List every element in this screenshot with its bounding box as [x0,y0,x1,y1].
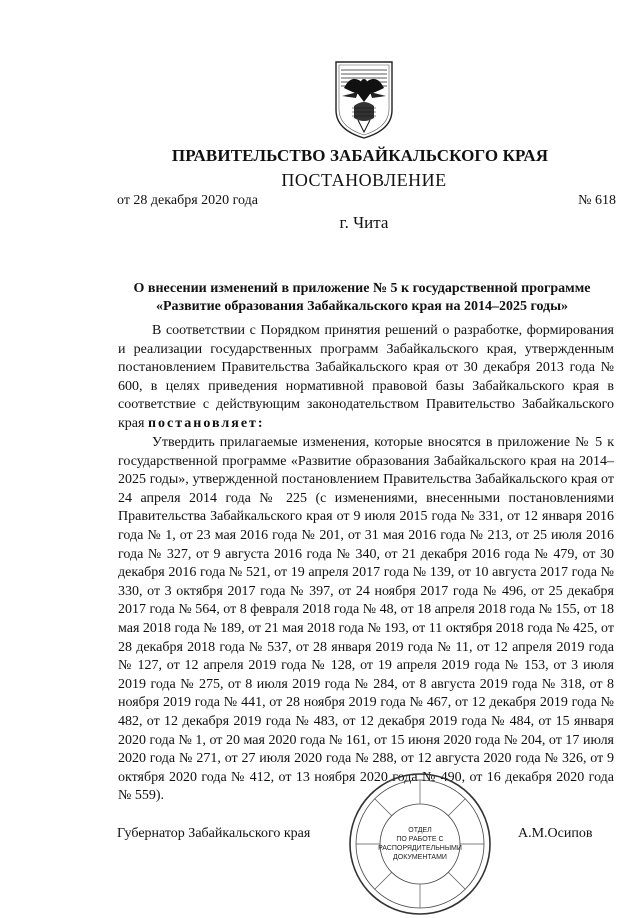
document-date: от 28 декабря 2020 года [117,193,258,208]
city: г. Чита [339,213,389,232]
stamp-line-2: ПО РАБОТЕ С [396,836,444,843]
stamp-line-1: ОТДЕЛ [408,827,432,834]
resolution-keyword: постановляет: [147,415,265,431]
document-number: № 618 [578,193,616,208]
preamble-text: В соответствии с Порядком принятия решений о разработке, формирования и реализации государственных программ Забайкальского края, утвержденным постановлением Правительства Забайкальского края от 30 декабря 2013 года № 600, в целях приведения нормативной правовой базы Забайкальского края в соответствие с действующим законодательством Правительство Забайкальского края [118,323,614,431]
document-subject [104,280,620,316]
official-seal-stamp [346,770,494,918]
signatory-position: Губернатор Забайкальского края [117,826,311,841]
preamble-paragraph [118,322,614,434]
stamp-line-3: РАСПОРЯДИТЕЛЬНЫМИ [378,845,462,852]
resolution-paragraph: Утвердить прилагаемые изменения, которые вносятся в приложение № 5 к государственной программе «Развитие образования Забайкальского края на 2014–2025 годы», утвержденной постановлением Правительства Забайкальского края от 24 апреля 2014 года № 225 (с изменениями, внесенными постановлениями Правительства Забайкальского края от 9 июля 2015 года № 331, от 12 января 2016 года № 1, от 23 мая 2016 года № 201, от 31 мая 2016 года № 213, от 25 июля 2016 года № 327, от 9 августа 2016 года № 340, от 21 декабря 2016 года № 479, от 30 декабря 2016 года № 521, от 19 апреля 2017 года № 139, от 10 августа 2017 года № 330, от 3 октября 2017 года № 397, от 24 ноября 2017 года № 496, от 25 декабря 2017 года № 564, от 8 февраля 2018 года № 48, от 18 апреля 2018 года № 155, от 18 мая 2018 года № 189, от 21 мая 2018 года № 193, от 11 октября 2018 года № 425, от 28 декабря 2018 года № 537, от 28 января 2019 года № 11, от 12 апреля 2019 года № 127, от 12 апреля 2019 года № 128, от 19 апреля 2019 года № 153, от 3 июля 2019 года № 275, от 8 июля 2019 года № 284, от 8 августа 2019 года № 318, от 8 ноября 2019 года № 441, от 28 ноября 2019 года № 467, от 12 декабря 2019 года № 482, от 12 декабря 2019 года № 483, от 12 декабря 2019 года № 484, от 15 января 2020 года № 1, от 20 мая 2020 года № 161, от 15 июня 2020 года № 204, от 17 июля 2020 года № 271, от 27 июля 2020 года № 288, от 12 августа 2020 года № 326, от 9 октября 2020 года № 412, от 13 ноября 2020 года № 490, от 16 декабря 2020 года № 559). [118,435,614,804]
signatory-name: А.М.Осипов [518,826,593,841]
stamp-line-4: ДОКУМЕНТАМИ [393,854,447,861]
government-title: ПРАВИТЕЛЬСТВО ЗАБАЙКАЛЬСКОГО КРАЯ [171,146,549,165]
coat-of-arms-emblem [332,58,396,140]
subject-line-2: «Развитие образования Забайкальского края на 2014–2025 годы» [155,299,569,314]
subject-line-1: О внесении изменений в приложение № 5 к государственной программе [133,281,591,296]
document-type: ПОСТАНОВЛЕНИЕ [281,170,447,190]
